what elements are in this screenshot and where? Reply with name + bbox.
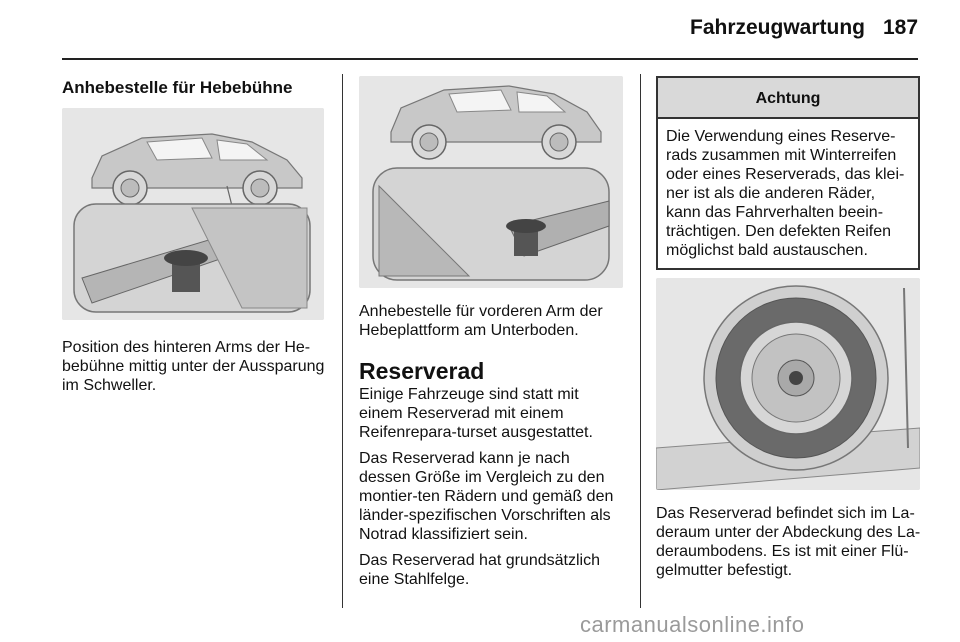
- page-number: 187: [883, 16, 919, 39]
- column-divider-left: [342, 74, 343, 608]
- figure-caption: Position des hinteren Arms der He-bebühne mittig unter der Aussparung im Schweller.: [62, 339, 325, 394]
- paragraph: Das Reserverad kann je nach dessen Größe im Vergleich zu den montier-ten Rädern und gemäß den länder-spezifischen Vorschriften als Notrad klassifiziert sein.: [359, 450, 614, 543]
- column-2: [359, 76, 625, 596]
- figure-caption: Das Reserverad befindet sich im La-deraum unter der Abdeckung des La-deraumbodens. Es ist mit einer Flü-gelmutter befestigt.: [656, 505, 921, 579]
- watermark: carmanualsonline.info: [580, 612, 805, 637]
- section-heading: Reserverad: [359, 358, 485, 384]
- rear-lift-arm-figure: [62, 108, 324, 320]
- section-title: Anhebestelle für Hebebühne: [62, 78, 293, 97]
- header-title: Fahrzeugwartung: [690, 16, 866, 39]
- callout-body: Die Verwendung eines Reserve-rads zusammen mit Winterreifen oder eines Reserverads, das klei-ner ist als die anderen Räder, kann das Fahrverhalten beein-trächtigen. Den defekten Reifen möglichst bald austauschen.: [666, 128, 905, 259]
- front-lift-arm-figure: [359, 76, 623, 288]
- column-1: [62, 78, 328, 395]
- spare-wheel-figure: [656, 278, 920, 490]
- figure-caption: Anhebestelle für vorderen Arm der Hebeplattform am Unterboden.: [359, 303, 603, 339]
- paragraph: Einige Fahrzeuge sind statt mit einem Reserverad mit einem Reifenrepara-turset ausgestattet.: [359, 386, 593, 441]
- paragraph: Das Reserverad hat grundsätzlich eine Stahlfelge.: [359, 552, 601, 588]
- header-rule: [62, 58, 918, 60]
- warning-callout: [656, 76, 920, 270]
- callout-title: Achtung: [658, 78, 918, 119]
- column-divider-right: [640, 74, 641, 608]
- column-3: [656, 76, 922, 580]
